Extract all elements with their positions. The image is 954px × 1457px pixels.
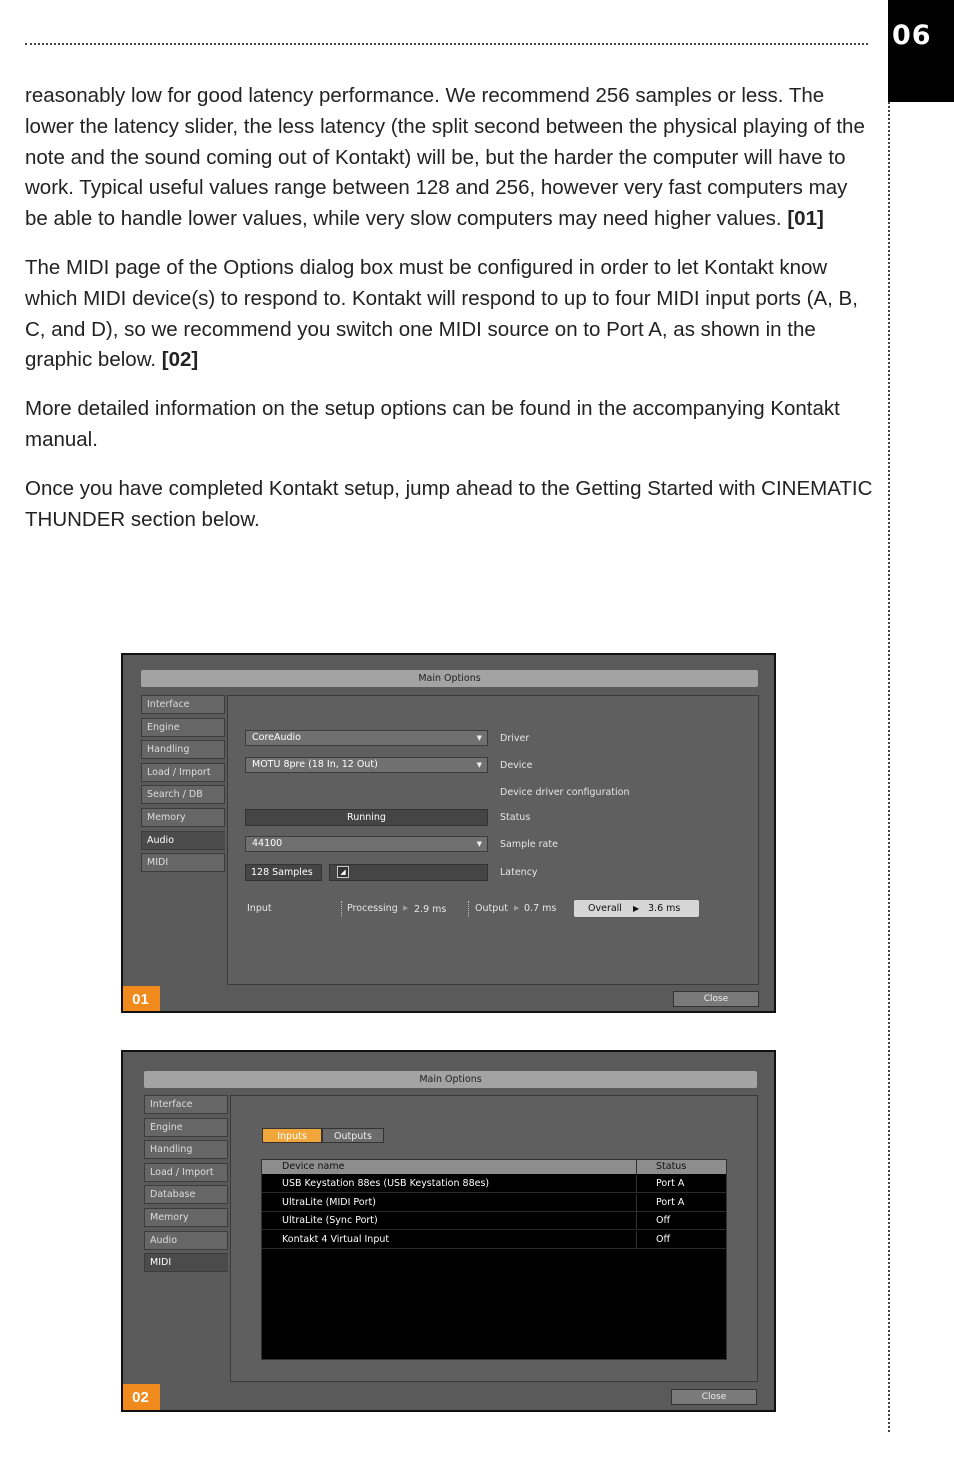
chevron-down-icon: ▼	[476, 761, 482, 769]
close-button[interactable]: Close	[673, 991, 759, 1007]
chapter-tab	[888, 0, 954, 102]
overall-value: 3.6 ms	[648, 903, 681, 914]
nav-item-handling[interactable]: Handling	[144, 1140, 228, 1159]
nav-item-load-import[interactable]: Load / Import	[144, 1163, 228, 1182]
driver-label: Driver	[500, 733, 530, 744]
device-cell[interactable]: UltraLite (Sync Port)	[262, 1212, 637, 1230]
device-cell[interactable]: Kontakt 4 Virtual Input	[262, 1231, 637, 1249]
side-dotted-rule	[888, 102, 890, 1432]
nav-item-audio[interactable]: Audio	[141, 831, 225, 850]
figure-audio-options	[121, 653, 776, 1013]
figure-ref: [01]	[787, 207, 824, 231]
figure-midi-options	[121, 1050, 776, 1412]
nav-item-load-import[interactable]: Load / Import	[141, 763, 225, 782]
nav-item-handling[interactable]: Handling	[141, 740, 225, 759]
device-cell[interactable]: USB Keystation 88es (USB Keystation 88es)	[262, 1175, 637, 1193]
top-dotted-rule	[25, 43, 868, 45]
samplerate-dropdown[interactable]: 44100 ▼	[245, 836, 488, 852]
dialog-title: Main Options	[141, 670, 758, 687]
col-header-status[interactable]: Status	[637, 1160, 726, 1174]
figure-ref: [02]	[161, 348, 199, 372]
latency-value: 128 Samples	[245, 864, 322, 881]
device-dropdown[interactable]: MOTU 8pre (18 In, 12 Out) ▼	[245, 757, 488, 773]
device-label: Device	[500, 760, 533, 771]
nav-item-engine[interactable]: Engine	[141, 718, 225, 737]
play-arrow-icon: ▶	[633, 904, 640, 913]
paragraph: Once you have completed Kontakt setup, jump ahead to the Getting Started with CINEMATIC THUNDER section below.	[25, 476, 873, 531]
nav-item-interface[interactable]: Interface	[141, 695, 225, 714]
output-value: 0.7 ms	[524, 903, 557, 914]
tab-outputs[interactable]: Outputs	[322, 1128, 384, 1143]
close-button[interactable]: Close	[671, 1389, 757, 1405]
input-label: Input	[247, 903, 272, 914]
device-cell[interactable]: UltraLite (MIDI Port)	[262, 1194, 637, 1212]
play-arrow-icon: ▶	[403, 904, 409, 912]
device-config-link[interactable]: Device driver configuration	[500, 787, 630, 798]
paragraph: reasonably low for good latency performance. We recommend 256 samples or less. The lower the latency slider, the less latency (the split second between the physical playing of the note and the sound coming out of Kontakt) will be, but the harder the computer will have to work. Typical useful values range between 128 and 256, however very fast computers may be able to handle lower values, while very slow computers may need higher values. [01]	[25, 84, 865, 231]
overall-label: Overall	[588, 903, 622, 914]
driver-dropdown[interactable]: CoreAudio ▼	[245, 730, 488, 746]
status-display: Running	[245, 809, 488, 826]
nav-item-memory[interactable]: Memory	[141, 808, 225, 827]
body-text	[25, 81, 875, 553]
output-label: Output	[475, 903, 508, 914]
chapter-number: 06	[892, 20, 932, 51]
status-cell[interactable]: Port A	[637, 1175, 726, 1193]
chevron-down-icon: ▼	[476, 734, 482, 742]
device-table	[261, 1159, 727, 1360]
col-header-device[interactable]: Device name	[262, 1160, 637, 1174]
overall-display	[574, 900, 699, 917]
chevron-down-icon: ▼	[476, 840, 482, 848]
nav-item-engine[interactable]: Engine	[144, 1118, 228, 1137]
status-cell[interactable]: Off	[637, 1231, 726, 1249]
nav-item-midi[interactable]: MIDI	[144, 1253, 228, 1272]
latency-label: Latency	[500, 867, 538, 878]
separator	[468, 901, 469, 917]
processing-value: 2.9 ms	[414, 904, 447, 915]
play-arrow-icon: ▶	[514, 904, 520, 912]
nav-item-database[interactable]: Database	[144, 1185, 228, 1204]
paragraph: More detailed information on the setup options can be found in the accompanying Kontakt manual.	[25, 397, 840, 451]
status-cell[interactable]: Off	[637, 1212, 726, 1230]
paragraph: The MIDI page of the Options dialog box must be configured in order to let Kontakt know which MIDI device(s) to respond to. Kontakt will respond to up to four MIDI input ports (A, B, C, and D), so we recommend you switch one MIDI source on to Port A, as shown in the graphic below. [02]	[25, 255, 858, 372]
status-cell[interactable]: Port A	[637, 1194, 726, 1212]
nav-item-audio[interactable]: Audio	[144, 1231, 228, 1250]
figure-tag: 01	[121, 986, 160, 1013]
status-label: Status	[500, 812, 531, 823]
separator	[341, 901, 342, 917]
processing-label: Processing	[347, 903, 398, 914]
nav-item-search-db[interactable]: Search / DB	[141, 785, 225, 804]
tab-inputs[interactable]: Inputs	[262, 1128, 322, 1143]
nav-item-memory[interactable]: Memory	[144, 1208, 228, 1227]
samplerate-label: Sample rate	[500, 839, 558, 850]
latency-slider[interactable]	[329, 864, 488, 881]
slider-handle-icon[interactable]: ◢	[337, 866, 349, 878]
figure-tag: 02	[121, 1384, 160, 1412]
nav-item-midi[interactable]: MIDI	[141, 853, 225, 872]
nav-item-interface[interactable]: Interface	[144, 1095, 228, 1114]
dialog-title: Main Options	[144, 1071, 757, 1088]
